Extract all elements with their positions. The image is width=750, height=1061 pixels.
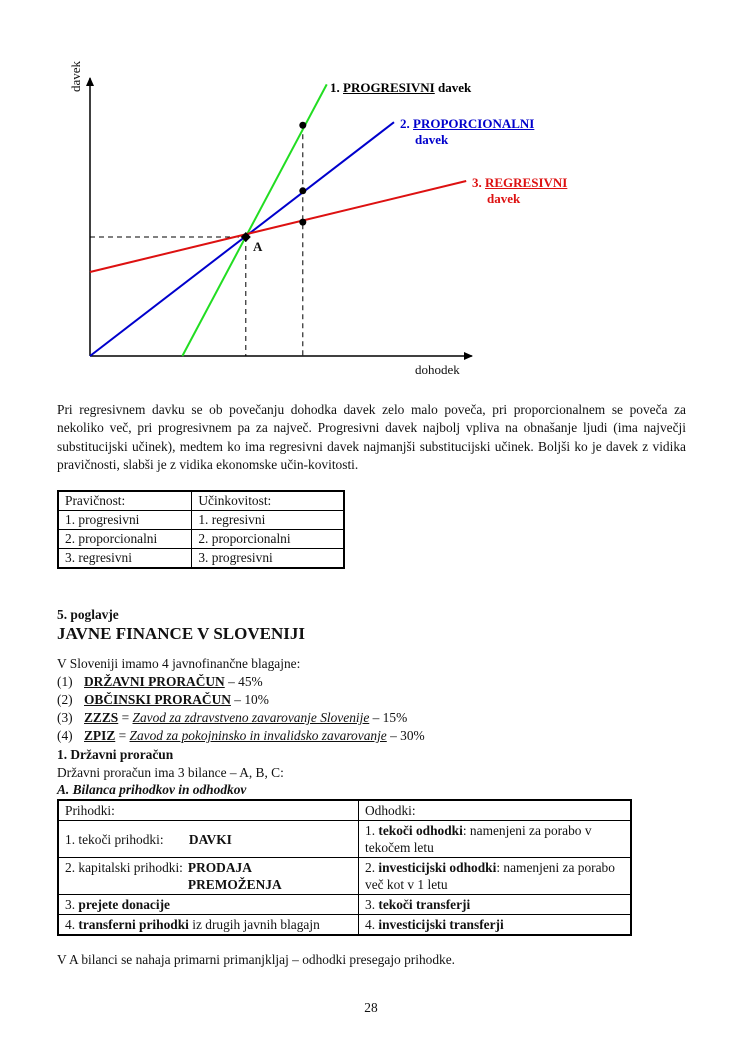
list-item [57, 673, 263, 691]
comparison-point-progresivni [299, 122, 306, 129]
table-cell [58, 915, 359, 936]
list-name: ZZZS [84, 710, 119, 725]
series-line-3 [90, 181, 466, 272]
cell-text: 1. [365, 823, 379, 838]
legend-num: 2. [400, 116, 410, 131]
legend-suffix: davek [415, 132, 449, 147]
cell-text: 4. [65, 917, 79, 932]
page-number: 28 [364, 1000, 378, 1015]
table-cell: 3. regresivni [58, 549, 192, 569]
table-row [58, 821, 631, 858]
y-axis-label: davek [68, 60, 83, 92]
list-number: (1) [57, 674, 73, 689]
cell-text: : namenjeni za porabo več kot v 1 letu [365, 860, 615, 892]
table-cell [58, 858, 359, 895]
header-cell: Učinkovitost: [192, 491, 344, 511]
legend-proporcionalni [400, 116, 534, 148]
chapter-intro: V Sloveniji imamo 4 javnofinančne blagajne: [57, 656, 301, 671]
table-cell [359, 821, 632, 858]
list-full: Zavod za zdravstveno zavarovanje Slovenije [132, 710, 370, 725]
sub-text: Državni proračun ima 3 bilance – A, B, C: [57, 765, 284, 780]
legend-suffix: davek [487, 191, 521, 206]
cell-text: 4. [365, 917, 379, 932]
table-cell: 3. progresivni [192, 549, 344, 569]
legend-progresivni [330, 80, 471, 96]
list-number: (2) [57, 692, 73, 707]
table-cell [58, 895, 359, 915]
cell-text: 2. [365, 860, 379, 875]
table-cell: 1. progresivni [58, 511, 192, 530]
legend-word: PROPORCIONALNI [413, 116, 535, 131]
balance-table [57, 799, 632, 936]
table-header-row [58, 491, 344, 511]
list-share: – 45% [224, 674, 263, 689]
list-item [57, 709, 407, 727]
table-cell: 2. proporcionalni [192, 530, 344, 549]
legend-num: 3. [472, 175, 482, 190]
series-line-2 [90, 122, 394, 356]
table-cell [359, 915, 632, 936]
comparison-point-proporcionalni [299, 187, 306, 194]
header-cell: Odhodki: [359, 800, 632, 821]
table-cell [359, 858, 632, 895]
x-axis-label: dohodek [415, 362, 460, 377]
list-name: DRŽAVNI PRORAČUN [84, 674, 225, 689]
comparison-point-regresivni [299, 219, 306, 226]
table-row [58, 895, 631, 915]
list-full: Zavod za pokojninsko in invalidsko zavarovanje [129, 728, 387, 743]
list-share: – 10% [230, 692, 269, 707]
list-item [57, 727, 425, 745]
chapter-title: JAVNE FINANCE V SLOVENIJI [57, 624, 305, 643]
legend-num: 1. [330, 80, 340, 95]
table-row [58, 511, 344, 530]
cell-text: 1. tekoči prihodki: [65, 831, 164, 847]
legend-suffix: davek [438, 80, 472, 95]
sub-heading: 1. Državni proračun [57, 747, 174, 762]
table-cell [359, 895, 632, 915]
table-cell [58, 821, 359, 858]
chapter-label: 5. poglavje [57, 607, 119, 622]
cell-bold: DAVKI [188, 831, 232, 847]
table-cell: 1. regresivni [192, 511, 344, 530]
cell-bold: prejete donacije [78, 897, 170, 912]
point-a-label: A [253, 239, 263, 254]
table-header-row [58, 800, 631, 821]
cell-text: 2. kapitalski prihodki: [65, 860, 183, 875]
cell-text: : namenjeni za porabo v tekočem letu [365, 823, 592, 855]
cell-bold: investicijski transferji [378, 917, 504, 932]
table-row [58, 858, 631, 895]
list-name: ZPIZ [84, 728, 116, 743]
list-number: (3) [57, 710, 73, 725]
cell-bold: transferni prihodki [78, 917, 189, 932]
cell-bold: PRODAJA PREMOŽENJA [187, 860, 282, 892]
balance-heading: A. Bilanca prihodkov in odhodkov [57, 782, 247, 797]
list-number: (4) [57, 728, 73, 743]
comparison-table [57, 490, 345, 569]
list-eq: = [118, 710, 133, 725]
cell-bold: investicijski odhodki [378, 860, 497, 875]
header-cell: Prihodki: [58, 800, 359, 821]
list-share: – 15% [369, 710, 408, 725]
closing-text: V A bilanci se nahaja primarni primanjkljaj – odhodki presegajo prihodke. [57, 952, 456, 967]
legend-word: PROGRESIVNI [343, 80, 435, 95]
list-share: – 30% [386, 728, 425, 743]
legend-word: REGRESIVNI [485, 175, 568, 190]
table-row [58, 549, 344, 569]
table-cell: 2. proporcionalni [58, 530, 192, 549]
cell-text: 3. [365, 897, 379, 912]
explanation-paragraph: Pri regresivnem davku se ob povečanju dohodka davek zelo malo poveča, pri proporcionalnem se poveča za nekoliko več, pri progresivnem pa za največ. Progresivni davek najbolj vpliva na obnašanje ljudi (ima največji substitucijski učinek), medtem ko ima regresivni davek najmanjši substitucijski učinek. Boljši ko je davek z vidika pravičnosti, slabši je z vidika ekonomske učin-kovitosti. [57, 402, 686, 473]
header-cell: Pravičnost: [58, 491, 192, 511]
cell-text: 3. [65, 897, 79, 912]
list-eq: = [115, 728, 130, 743]
table-row [58, 530, 344, 549]
list-name: OBČINSKI PRORAČUN [84, 692, 231, 707]
legend-regresivni [472, 175, 567, 207]
tax-chart [0, 0, 750, 400]
cell-bold: tekoči odhodki [378, 823, 463, 838]
list-item [57, 691, 269, 709]
cell-bold: tekoči transferji [378, 897, 471, 912]
cell-text: iz drugih javnih blagajn [188, 917, 320, 932]
table-row [58, 915, 631, 936]
